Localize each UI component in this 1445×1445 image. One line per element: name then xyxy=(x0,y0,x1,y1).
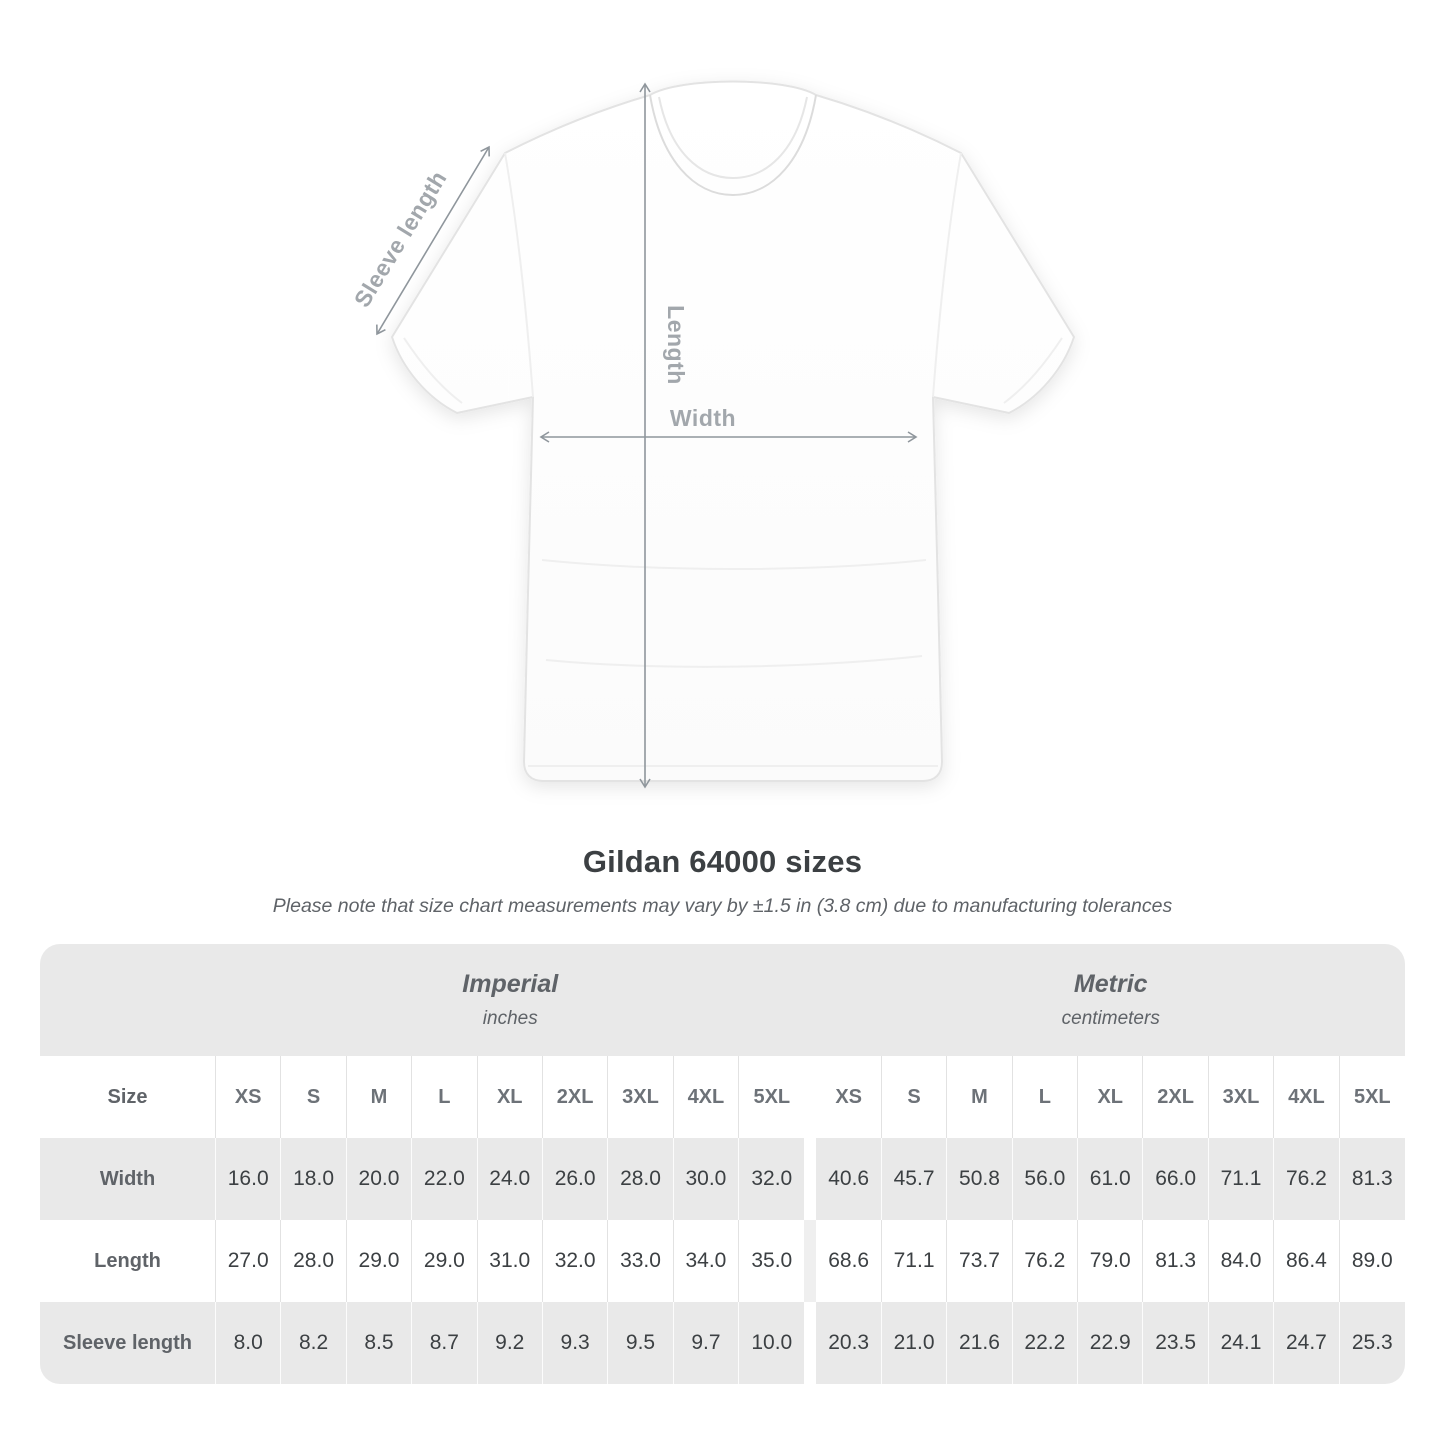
value-cell-imperial: 10.0 xyxy=(751,1331,793,1354)
value-cell-imperial: 9.3 xyxy=(543,1302,608,1384)
size-col-header-metric: XL xyxy=(1078,1056,1143,1138)
value-cell-metric: 89.0 xyxy=(1340,1220,1405,1302)
value-cell-imperial: 32.0 xyxy=(543,1220,608,1302)
value-cell-metric: 66.0 xyxy=(1143,1138,1208,1220)
value-cell-metric: 45.7 xyxy=(882,1138,947,1220)
value-cell-metric: 71.1 xyxy=(882,1220,947,1302)
tolerance-note: Please note that size chart measurements may vary by ±1.5 in (3.8 cm) due to manufacturing tolerances xyxy=(272,895,1173,917)
value-cell-imperial: 20.0 xyxy=(347,1138,412,1220)
unit-group-metric-name: Metric xyxy=(1073,970,1148,998)
value-cell-metric: 22.9 xyxy=(1078,1302,1143,1384)
size-col-header-metric: L xyxy=(1013,1056,1078,1138)
value-cell-metric: 21.0 xyxy=(882,1302,947,1384)
size-col-header-metric: 5XL xyxy=(1340,1056,1405,1138)
value-cell-metric: 25.3 xyxy=(1351,1331,1393,1354)
tshirt-illustration xyxy=(392,82,1074,782)
value-cell-metric: 40.6 xyxy=(816,1138,881,1220)
value-cell-metric: 81.3 xyxy=(1351,1167,1393,1190)
value-cell-imperial: 30.0 xyxy=(674,1138,739,1220)
value-cell-imperial: 9.7 xyxy=(674,1302,739,1384)
value-cell-metric: 84.0 xyxy=(1209,1220,1274,1302)
size-col-header-imperial: 4XL xyxy=(674,1056,739,1138)
size-table xyxy=(40,944,1405,1384)
unit-group-metric-unit: centimeters xyxy=(1061,1008,1160,1029)
value-cell-imperial: 16.0 xyxy=(216,1138,281,1220)
width-label: Width xyxy=(669,405,737,431)
length-label: Length xyxy=(663,305,689,385)
value-cell-metric: 86.4 xyxy=(1274,1220,1339,1302)
size-col-header-metric: M xyxy=(947,1056,1012,1138)
value-cell-metric: 24.1 xyxy=(1209,1302,1274,1384)
size-col-header-metric: S xyxy=(882,1056,947,1138)
band-divider xyxy=(804,944,816,1056)
size-col-header-imperial: M xyxy=(347,1056,412,1138)
value-cell-imperial: 22.0 xyxy=(412,1138,477,1220)
size-col-header-imperial: 2XL xyxy=(543,1056,608,1138)
value-cell-imperial: 24.0 xyxy=(478,1138,543,1220)
value-cell-imperial: 8.5 xyxy=(347,1302,412,1384)
size-col-header-metric: 2XL xyxy=(1143,1056,1208,1138)
value-cell-imperial: 29.0 xyxy=(412,1220,477,1302)
value-cell-metric: 21.6 xyxy=(947,1302,1012,1384)
value-cell-imperial: 35.0 xyxy=(739,1220,804,1302)
row-label: Width xyxy=(40,1138,216,1220)
size-col-header-metric: 4XL xyxy=(1274,1056,1339,1138)
unit-group-imperial xyxy=(216,944,804,1056)
value-cell-imperial: 18.0 xyxy=(281,1138,346,1220)
value-cell-metric: 61.0 xyxy=(1078,1138,1143,1220)
section-divider xyxy=(804,1302,816,1384)
value-cell-imperial: 8.7 xyxy=(412,1302,477,1384)
value-cell-metric: 81.3 xyxy=(1143,1220,1208,1302)
size-col-header-imperial: XL xyxy=(478,1056,543,1138)
value-cell-imperial: 28.0 xyxy=(608,1138,673,1220)
value-cell-imperial: 8.0 xyxy=(216,1302,281,1384)
value-cell-metric: 23.5 xyxy=(1143,1302,1208,1384)
row-label: Length xyxy=(40,1220,216,1302)
unit-group-imperial-unit: inches xyxy=(482,1008,538,1029)
value-cell-imperial: 31.0 xyxy=(478,1220,543,1302)
value-cell-imperial: 34.0 xyxy=(674,1220,739,1302)
size-col-header-metric: XS xyxy=(816,1056,881,1138)
size-col-header-imperial: S xyxy=(281,1056,346,1138)
value-cell-metric: 22.2 xyxy=(1013,1302,1078,1384)
value-cell-imperial: 28.0 xyxy=(281,1220,346,1302)
unit-group-imperial-name: Imperial xyxy=(462,970,559,998)
section-divider xyxy=(804,1220,816,1302)
value-cell-imperial: 32.0 xyxy=(751,1167,793,1190)
sleeve-length-label: Sleeve length xyxy=(348,166,452,312)
value-cell-imperial: 9.2 xyxy=(478,1302,543,1384)
section-divider xyxy=(804,1138,816,1220)
row-label: Sleeve length xyxy=(40,1302,216,1384)
band-corner-spacer xyxy=(40,944,216,1056)
size-header-cell: Size xyxy=(40,1056,216,1138)
unit-group-metric xyxy=(816,944,1405,1056)
size-col-header-imperial: XS xyxy=(216,1056,281,1138)
value-cell-metric: 76.2 xyxy=(1013,1220,1078,1302)
value-cell-imperial: 8.2 xyxy=(281,1302,346,1384)
value-cell-metric: 79.0 xyxy=(1078,1220,1143,1302)
value-cell-imperial: 26.0 xyxy=(543,1138,608,1220)
value-cell-imperial: 33.0 xyxy=(608,1220,673,1302)
size-col-header-imperial: 3XL xyxy=(608,1056,673,1138)
value-cell-metric: 76.2 xyxy=(1274,1138,1339,1220)
value-cell-imperial: 9.5 xyxy=(608,1302,673,1384)
size-col-header-imperial: L xyxy=(412,1056,477,1138)
value-cell-metric: 56.0 xyxy=(1013,1138,1078,1220)
value-cell-imperial: 27.0 xyxy=(216,1220,281,1302)
value-cell-metric: 68.6 xyxy=(816,1220,881,1302)
size-col-header-metric: 3XL xyxy=(1209,1056,1274,1138)
value-cell-metric: 20.3 xyxy=(816,1302,881,1384)
value-cell-metric: 24.7 xyxy=(1274,1302,1339,1384)
page-title: Gildan 64000 sizes xyxy=(582,844,863,879)
size-col-header-imperial: 5XL xyxy=(739,1056,804,1138)
section-divider xyxy=(804,1056,816,1138)
value-cell-metric: 71.1 xyxy=(1209,1138,1274,1220)
value-cell-imperial: 29.0 xyxy=(347,1220,412,1302)
value-cell-metric: 50.8 xyxy=(947,1138,1012,1220)
value-cell-metric: 73.7 xyxy=(947,1220,1012,1302)
